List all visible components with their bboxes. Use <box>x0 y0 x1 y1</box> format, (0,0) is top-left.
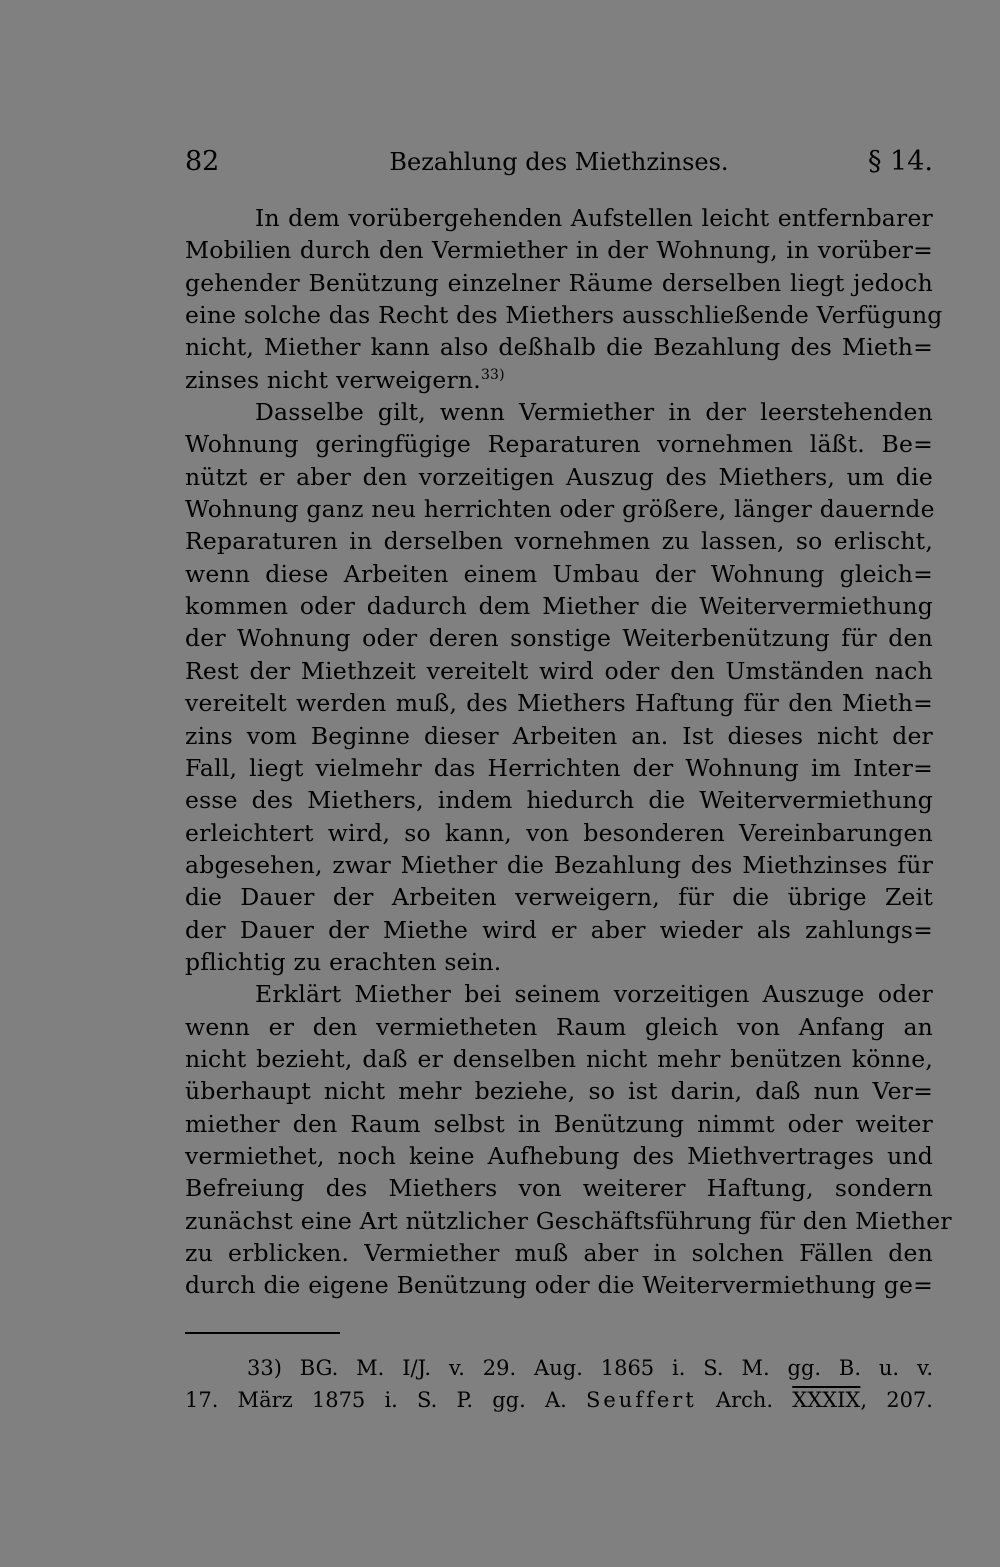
text-line: Dasselbe gilt, wenn Vermiether in der leerstehenden <box>255 398 933 427</box>
text-line: kommen oder dadurch dem Miether die Weitervermiethung <box>185 592 933 621</box>
text-line: die Dauer der Arbeiten verweigern, für die übrige Zeit <box>185 883 933 912</box>
text-line: vermiethet, noch keine Aufhebung des Miethvertrages und <box>185 1141 933 1170</box>
text-line: nicht bezieht, daß er denselben nicht mehr benützen könne, <box>185 1044 933 1073</box>
text-line: Befreiung des Miethers von weiterer Haftung, sondern <box>185 1174 933 1203</box>
text-line: zunächst eine Art nützlicher Geschäftsführung für den Miether <box>185 1206 952 1235</box>
text-line: der Wohnung oder deren sonstige Weiterbenützung für den <box>185 624 933 653</box>
paragraph-3 <box>185 978 952 1301</box>
footnote-page: , 207. <box>860 1387 933 1412</box>
text-line: zu erblicken. Vermiether muß aber in solchen Fällen den <box>185 1239 933 1267</box>
text-line: miether den Raum selbst in Benützung nimmt oder weiter <box>185 1109 933 1138</box>
text-line: Wohnung ganz neu herrichten oder größere, länger dauernde <box>185 495 935 524</box>
text-line: erleichtert wird, so kann, von besonderen Vereinbarungen <box>185 818 933 847</box>
text-line: vereitelt werden muß, des Miethers Haftung für den Mieth= <box>185 689 933 718</box>
text-line: Reparaturen in derselben vornehmen zu lassen, so erlischt, <box>185 527 933 556</box>
document-page <box>185 140 952 1416</box>
text-line: nicht, Miether kann also deßhalb die Bezahlung des Mieth= <box>185 333 933 362</box>
footnote-line: 33) BG. M. I/J. v. 29. Aug. 1865 i. S. M. gg. B. u. v. <box>247 1355 933 1380</box>
paragraph-2 <box>185 396 933 978</box>
footnote-author: Seuffert <box>585 1387 697 1412</box>
text-line: pflichtig zu erachten sein. <box>185 947 502 976</box>
text-line: esse des Miethers, indem hiedurch die Weitervermiethung <box>185 786 933 815</box>
footnote-divider <box>185 1332 340 1334</box>
footnote-reference: 33) <box>480 366 505 383</box>
text-line: wenn er den vermietheten Raum gleich von Anfang an <box>185 1012 933 1041</box>
text-line: Mobilien durch den Vermiether in der Wohnung, in vorüber= <box>185 236 933 265</box>
page-header <box>185 140 933 184</box>
text-line-content: zinses nicht verweigern. <box>185 365 481 394</box>
text-line: Rest der Miethzeit vereitelt wird oder den Umständen nach <box>185 656 933 685</box>
text-line: eine solche das Recht des Miethers ausschließende Verfügung <box>185 301 943 330</box>
text-line: Fall, liegt vielmehr das Herrichten der Wohnung im Inter= <box>185 753 933 782</box>
text-line: nützt er aber den vorzeitigen Auszug des Miethers, um die <box>185 462 933 491</box>
footnote-volume: XXXIX <box>792 1387 861 1412</box>
footnote <box>185 1352 933 1416</box>
text-line: Erklärt Miether bei seinem vorzeitigen Auszuge oder <box>255 980 933 1009</box>
running-title: Bezahlung des Miethzinses. <box>389 148 729 176</box>
footnote-line <box>185 1384 933 1416</box>
text-line: abgesehen, zwar Miether die Bezahlung des Miethzinses für <box>185 850 933 879</box>
footnote-text: 17. März 1875 i. S. P. gg. A. <box>185 1387 567 1412</box>
text-line: Wohnung geringfügige Reparaturen vornehmen läßt. Be= <box>185 430 933 459</box>
text-line: überhaupt nicht mehr beziehe, so ist darin, daß nun Ver= <box>185 1077 933 1106</box>
page-number: 82 <box>185 146 220 177</box>
section-number: § 14. <box>867 146 933 177</box>
text-line: gehender Benützung einzelner Räume derselben liegt jedoch <box>185 268 933 297</box>
paragraph-1 <box>185 202 943 396</box>
text-line: durch die eigene Benützung oder die Weitervermiethung ge= <box>185 1271 933 1300</box>
text-line: der Dauer der Miethe wird er aber wieder als zahlungs= <box>185 915 933 944</box>
text-line: wenn diese Arbeiten einem Umbau der Wohnung gleich= <box>185 559 933 588</box>
text-line: In dem vorübergehenden Aufstellen leicht entfernbarer <box>255 204 933 232</box>
text-line: zins vom Beginne dieser Arbeiten an. Ist dieses nicht der <box>185 721 933 750</box>
footnote-archive: Arch. <box>715 1387 774 1412</box>
body-text <box>185 202 952 1302</box>
text-line <box>185 364 933 396</box>
